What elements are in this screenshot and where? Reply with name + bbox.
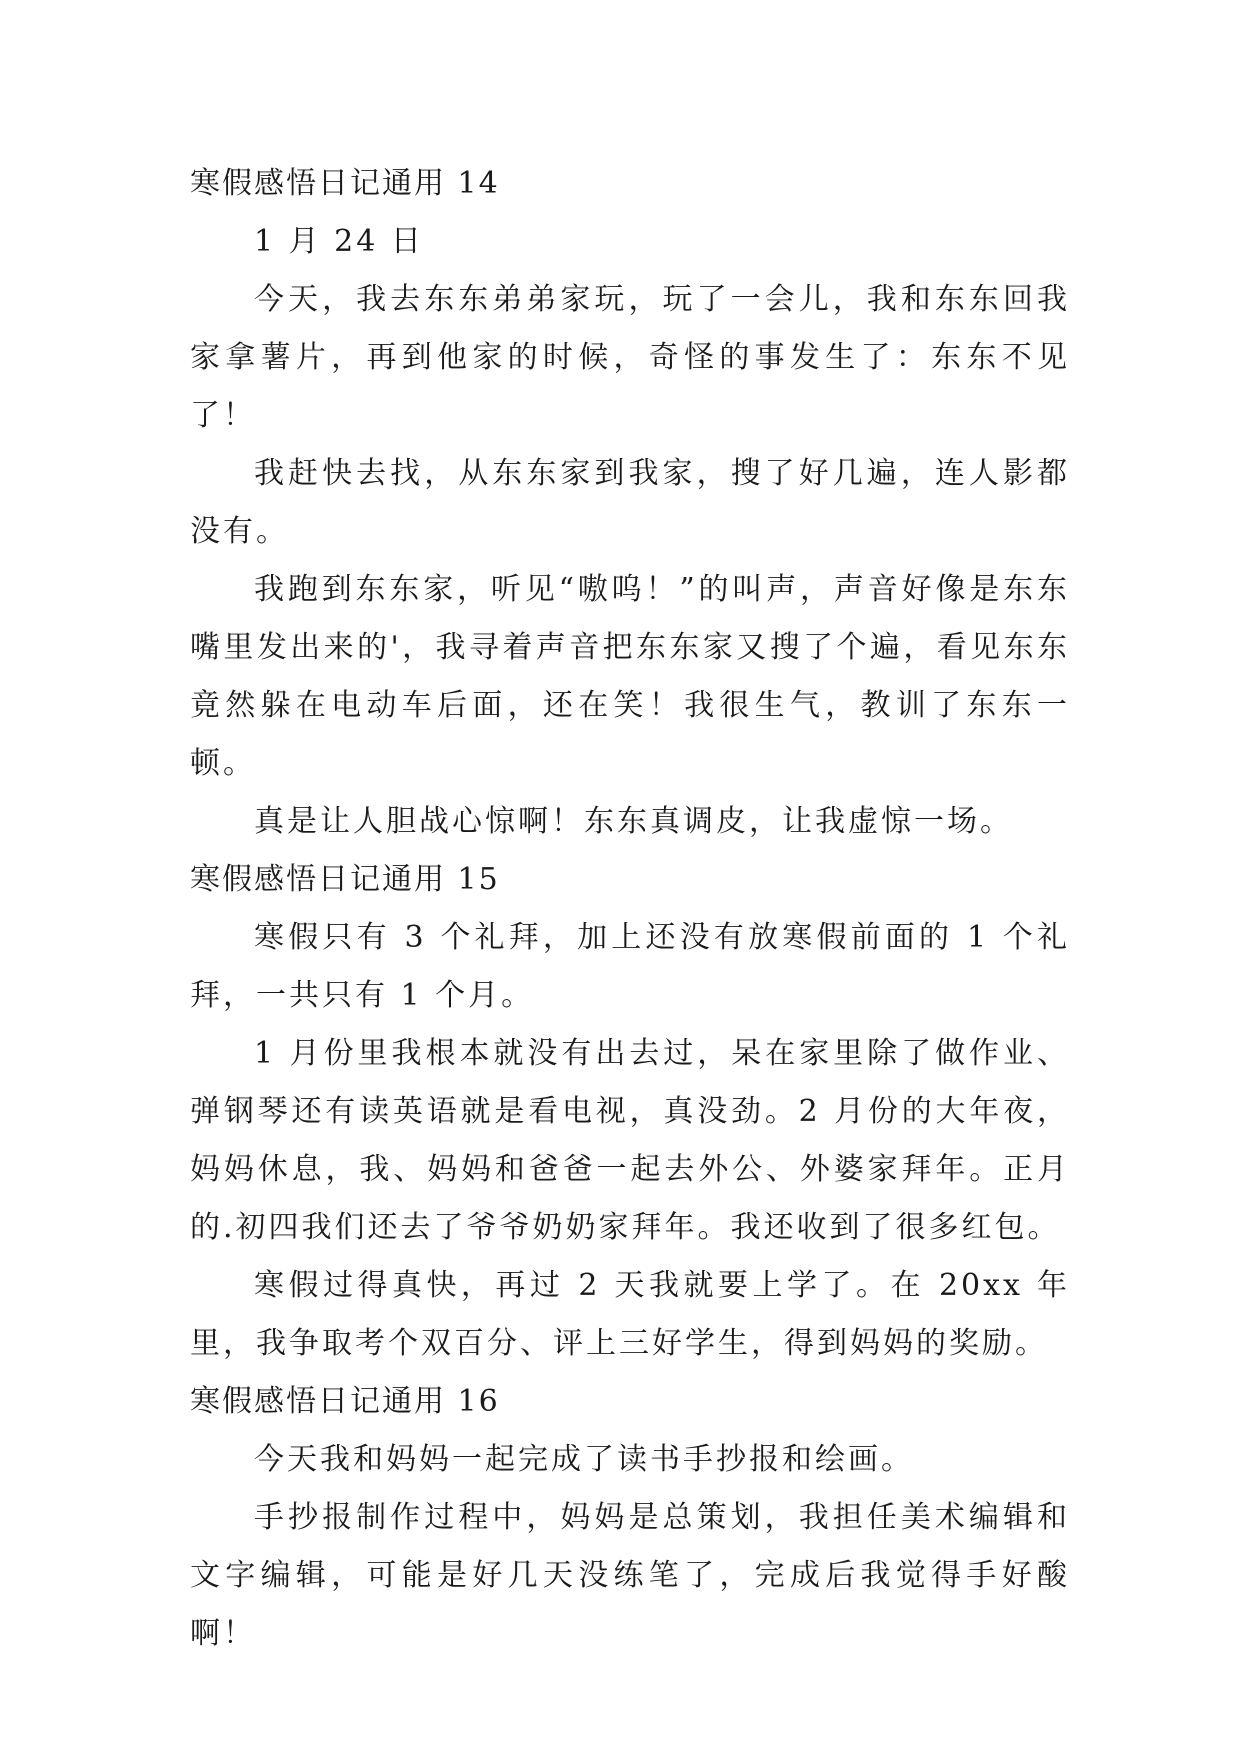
paragraph: 寒假只有 3 个礼拜，加上还没有放寒假前面的 1 个礼拜，一共只有 1 个月。 xyxy=(190,920,1070,1013)
section-title: 寒假感悟日记通用 14 xyxy=(190,166,500,201)
date-line: 1 月 24 日 xyxy=(254,224,424,259)
paragraph: 寒假过得真快，再过 2 天我就要上学了。在 20xx 年里，我争取考个双百分、评上三好学生，得到妈妈的奖励。 xyxy=(190,1268,1070,1361)
section-title: 寒假感悟日记通用 16 xyxy=(190,1384,500,1419)
paragraph: 今天我和妈妈一起完成了读书手抄报和绘画。 xyxy=(254,1442,914,1477)
paragraph: 我赶快去找，从东东家到我家，搜了好几遍，连人影都没有。 xyxy=(190,456,1070,549)
paragraph: 手抄报制作过程中，妈妈是总策划，我担任美术编辑和文字编辑，可能是好几天没练笔了，完成后我觉得手好酸啊！ xyxy=(190,1500,1070,1651)
paragraph: 1 月份里我根本就没有出去过，呆在家里除了做作业、弹钢琴还有读英语就是看电视，真没劲。2 月份的大年夜，妈妈休息，我、妈妈和爸爸一起去外公、外婆家拜年。正月的.初四我们还去了爷爷奶奶家拜年。我还收到了很多红包。 xyxy=(190,1036,1070,1245)
paragraph: 今天，我去东东弟弟家玩，玩了一会儿，我和东东回我家拿薯片，再到他家的时候，奇怪的事发生了：东东不见了！ xyxy=(190,282,1070,433)
diary-section xyxy=(190,851,1070,1373)
section-title: 寒假感悟日记通用 15 xyxy=(190,862,500,897)
diary-section xyxy=(190,1373,1070,1663)
paragraph: 我跑到东东家，听见“嗷呜！”的叫声，声音好像是东东嘴里发出来的'，我寻着声音把东东家又搜了个遍，看见东东竟然躲在电动车后面，还在笑！我很生气，教训了东东一顿。 xyxy=(190,572,1070,781)
diary-section xyxy=(190,155,1070,851)
paragraph: 真是让人胆战心惊啊！东东真调皮，让我虚惊一场。 xyxy=(254,804,1013,839)
document-page xyxy=(190,155,1070,1663)
